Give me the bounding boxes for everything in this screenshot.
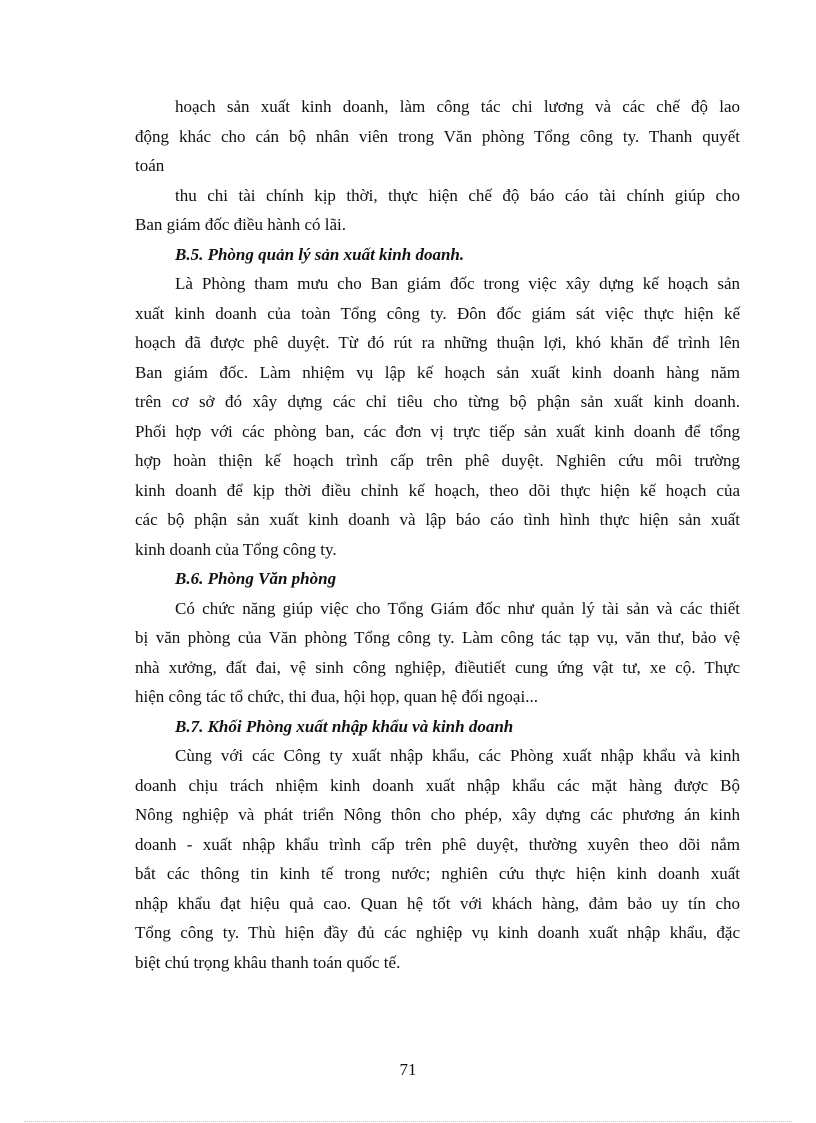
text-line: Ban giám đốc. Làm nhiệm vụ lập kế hoạch sản xuất kinh doanh hàng năm (135, 362, 740, 382)
section-heading: B.6. Phòng Văn phòng (175, 569, 337, 588)
text-line: trên cơ sở đó xây dựng các chỉ tiêu cho từng bộ phận sản xuất kinh doanh. (135, 392, 740, 411)
text-line: Cùng với các Công ty xuất nhập khẩu, các Phòng xuất nhập khẩu và kinh (175, 746, 740, 765)
section-heading: B.7. Khối Phòng xuất nhập khẩu và kinh doanh (175, 716, 514, 736)
text-line: xuất kinh doanh của toàn Tổng công ty. Đôn đốc giám sát việc thực hiện kế (135, 303, 740, 323)
text-line: Phối hợp với các phòng ban, các đơn vị trực tiếp sản xuất kinh doanh để tổng (135, 421, 740, 441)
text-line: hoạch sản xuất kinh doanh, làm công tác chi lương và các chế độ lao (175, 97, 740, 116)
text-line: các bộ phận sản xuất kinh doanh và lập báo cáo tình hình thực hiện sản xuất (135, 510, 740, 529)
text-line: Nông nghiệp và phát triển Nông thôn cho phép, xây dựng các phương án kinh (135, 805, 740, 824)
text-line: doanh - xuất nhập khẩu trình cấp trên phê duyệt, thường xuyên theo dõi nắm (135, 834, 740, 854)
text-line: Ban giám đốc điều hành có lãi. (135, 215, 347, 234)
body-text (135, 92, 740, 977)
text-line: Là Phòng tham mưu cho Ban giám đốc trong việc xây dựng kế hoạch sản (175, 274, 740, 293)
text-line: động khác cho cán bộ nhân viên trong Văn phòng Tổng công ty. Thanh quyết (135, 126, 740, 146)
text-line: doanh chịu trách nhiệm kinh doanh xuất nhập khẩu các mặt hàng được Bộ (135, 775, 740, 795)
text-line: toán (135, 156, 165, 175)
text-line: biệt chú trọng khâu thanh toán quốc tế. (135, 952, 401, 972)
text-line: nhập khẩu đạt hiệu quả cao. Quan hệ tốt với khách hàng, đảm bảo uy tín cho (135, 893, 740, 913)
text-line: kinh doanh của Tổng công ty. (135, 539, 337, 559)
text-line: kinh doanh để kịp thời điều chỉnh kế hoạch, theo dõi thực hiện kế hoạch của (135, 480, 740, 500)
text-line: hiện công tác tổ chức, thi đua, hội họp, quan hệ đối ngoại... (135, 687, 538, 706)
text-line: hoạch đã được phê duyệt. Từ đó rút ra những thuận lợi, khó khăn để trình lên (135, 333, 740, 352)
page-bottom-divider (24, 1121, 792, 1122)
text-line: nhà xưởng, đất đai, vệ sinh công nghiệp, điềutiết cung ứng vật tư, xe cộ. Thực (135, 657, 740, 677)
text-line: bắt các thông tin kinh tế trong nước; nghiên cứu thực hiện kinh doanh xuất (135, 864, 740, 883)
text-line: Có chức năng giúp việc cho Tổng Giám đốc như quản lý tài sản và các thiết (175, 598, 740, 618)
page-number: 71 (399, 1060, 417, 1079)
text-line: hợp hoàn thiện kế hoạch trình cấp trên phê duyệt. Nghiên cứu môi trường (135, 451, 740, 470)
section-heading: B.5. Phòng quản lý sản xuất kinh doanh. (175, 244, 465, 264)
text-line: Tổng công ty. Thù hiện đầy đủ các nghiệp vụ kinh doanh xuất nhập khẩu, đặc (135, 923, 740, 942)
text-line: thu chi tài chính kịp thời, thực hiện chế độ báo cáo tài chính giúp cho (175, 185, 740, 205)
text-line: bị văn phòng của Văn phòng Tổng công ty. Làm công tác tạp vụ, văn thư, bảo vệ (135, 628, 740, 647)
